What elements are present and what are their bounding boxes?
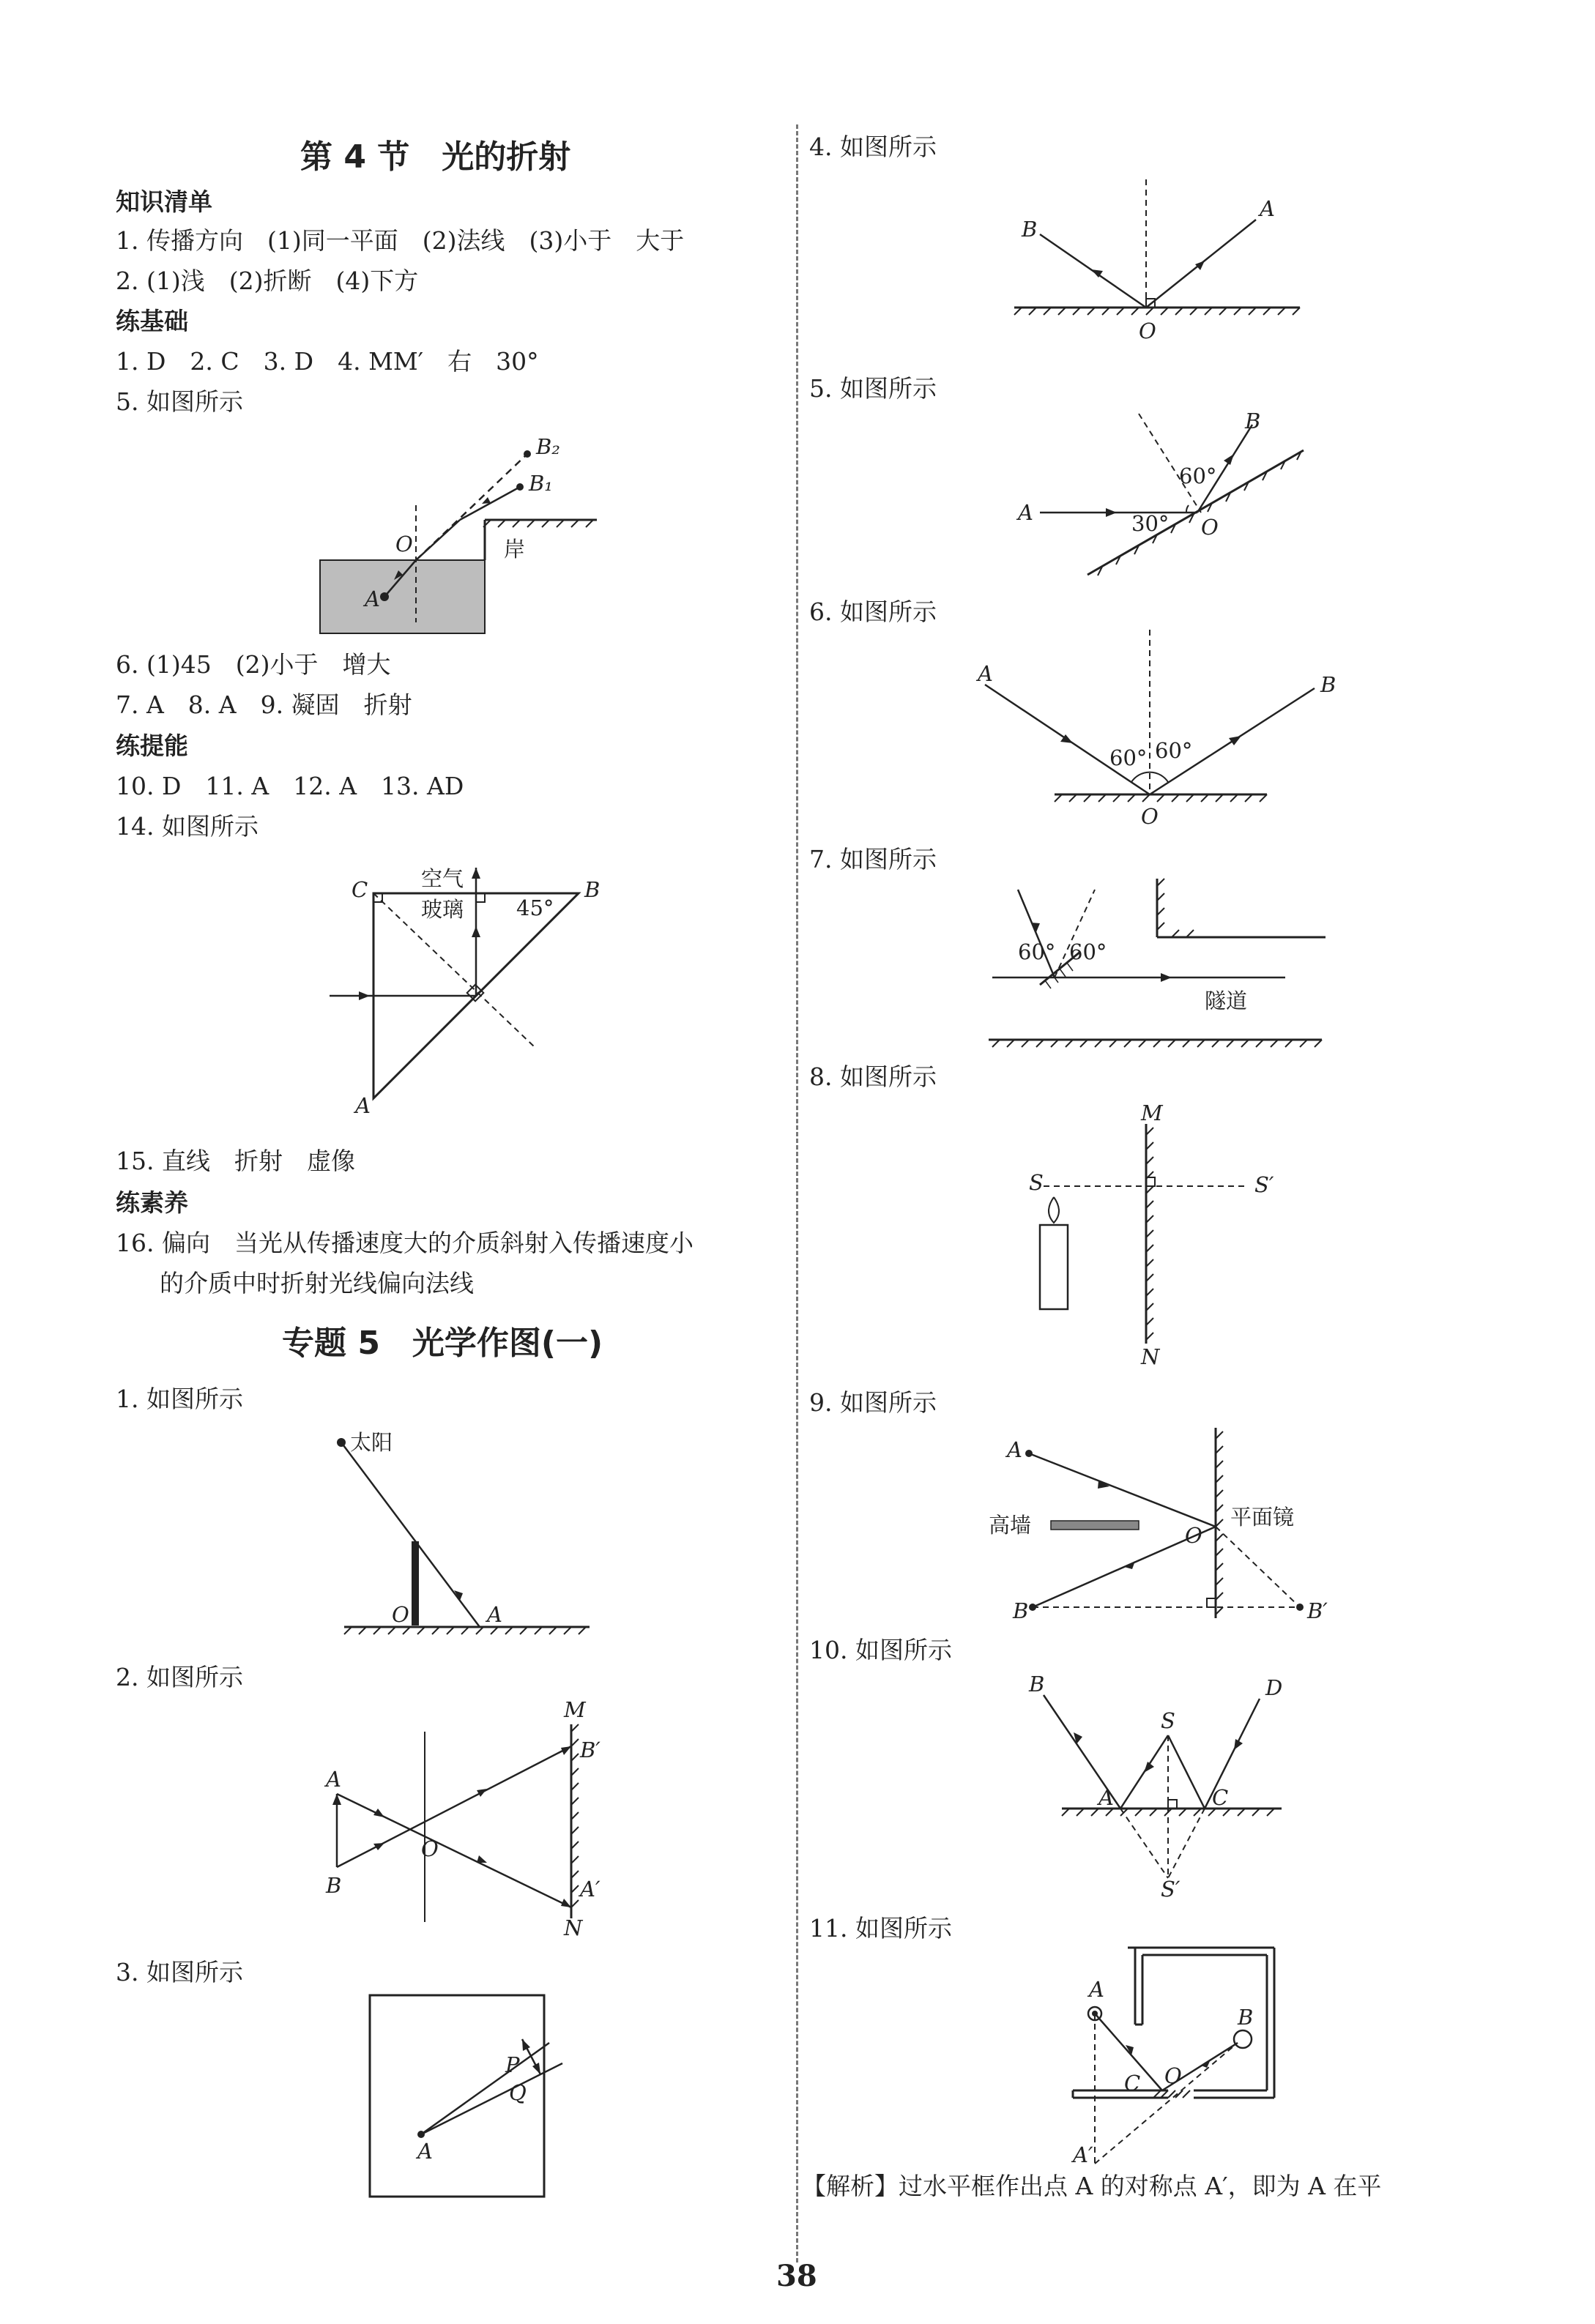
- answer-line: 2. 如图所示: [116, 1663, 243, 1691]
- answer-line: 3. 如图所示: [116, 1958, 243, 1986]
- label-O: O: [1139, 319, 1156, 343]
- answer-line: 14. 如图所示: [116, 812, 259, 841]
- label-shore: 岸: [504, 537, 526, 562]
- label-angle: 45°: [516, 895, 554, 920]
- label-B: B: [1013, 1598, 1029, 1623]
- heading-improve: 练提能: [116, 731, 188, 760]
- label-O: O: [392, 1602, 409, 1627]
- label-O: O: [395, 532, 413, 556]
- label-N: N: [1141, 1344, 1160, 1369]
- figure-5r-reflection: [1014, 403, 1322, 586]
- page-number: 38: [776, 2259, 817, 2293]
- label-O: O: [1164, 2063, 1182, 2088]
- answer-line: 16. 偏向 当光从传播速度大的介质斜射入传播速度小: [116, 1229, 694, 1257]
- label-angle-1: 60°: [1109, 745, 1148, 770]
- label-tunnel: 隧道: [1205, 988, 1248, 1013]
- answer-line: 1. D 2. C 3. D 4. MM′ 右 30°: [116, 347, 539, 376]
- label-B: B: [584, 877, 601, 902]
- label-O: O: [421, 1836, 439, 1861]
- label-B: B: [1022, 217, 1038, 242]
- label-sun: 太阳: [350, 1430, 393, 1455]
- label-A: A: [978, 661, 993, 686]
- figure-t3-box: [366, 1992, 586, 2204]
- answer-line: 10. 如图所示: [809, 1636, 952, 1664]
- label-S: S: [1161, 1708, 1175, 1733]
- label-A: A: [355, 1093, 371, 1118]
- label-A: A: [417, 2139, 433, 2164]
- answer-line: 7. A 8. A 9. 凝固 折射: [116, 690, 412, 719]
- label-B: B: [1245, 409, 1261, 433]
- analysis-text: 【解析】过水平框作出点 A 的对称点 A′，即为 A 在平: [802, 2172, 1382, 2200]
- label-Ap: A′: [580, 1877, 601, 1902]
- label-60: 60°: [1179, 463, 1217, 488]
- answer-line: 10. D 11. A 12. A 13. AD: [116, 772, 464, 800]
- label-mirror: 平面镜: [1230, 1505, 1295, 1530]
- label-30: 30°: [1131, 511, 1170, 536]
- label-N: N: [564, 1915, 583, 1940]
- label-B1: B₁: [529, 471, 553, 496]
- label-Q: Q: [509, 2080, 527, 2105]
- label-O: O: [1185, 1523, 1202, 1548]
- topic-title: 专题 5 光学作图(一): [282, 1325, 603, 1362]
- label-C: C: [1212, 1785, 1229, 1810]
- answer-line: 7. 如图所示: [809, 845, 937, 874]
- figure-14-prism: [330, 857, 622, 1128]
- answer-line: 5. 如图所示: [809, 374, 937, 403]
- label-air: 空气: [421, 866, 464, 891]
- figure-4-reflection: [1007, 179, 1315, 348]
- label-Sp: S′: [1161, 1877, 1181, 1902]
- figure-t2-pinhole: [322, 1697, 615, 1940]
- label-O: O: [1141, 804, 1159, 829]
- label-A: A: [487, 1602, 502, 1627]
- figure-10-reflection: [1025, 1669, 1318, 1902]
- answer-line: 6. 如图所示: [809, 597, 937, 626]
- label-C: C: [1124, 2071, 1141, 2096]
- section-title: 第 4 节 光的折射: [300, 138, 571, 176]
- figure-6-reflection: [970, 630, 1351, 842]
- label-angle-2: 60°: [1155, 738, 1193, 763]
- figure-5-refraction: [308, 410, 615, 644]
- label-wall: 高墙: [989, 1513, 1032, 1538]
- label-B: B: [1238, 2005, 1254, 2030]
- answer-line: 的介质中时折射光线偏向法线: [160, 1269, 474, 1297]
- answer-line: 1. 如图所示: [116, 1385, 243, 1413]
- heading-literacy: 练素养: [116, 1188, 188, 1217]
- label-M: M: [564, 1697, 586, 1722]
- column-divider: [796, 124, 798, 2262]
- answer-line: 2. (1)浅 (2)折断 (4)下方: [116, 267, 419, 295]
- label-angle-1: 60°: [1018, 939, 1056, 964]
- label-M: M: [1141, 1100, 1163, 1125]
- answer-line: 1. 传播方向 (1)同一平面 (2)法线 (3)小于 大于: [116, 226, 685, 255]
- label-C: C: [352, 877, 368, 902]
- label-P: P: [505, 2052, 520, 2077]
- answer-line: 8. 如图所示: [809, 1062, 937, 1091]
- label-A: A: [1098, 1785, 1114, 1810]
- label-B: B: [1029, 1672, 1045, 1697]
- label-Bp: B′: [580, 1738, 601, 1762]
- answer-line: 5. 如图所示: [116, 387, 243, 416]
- figure-9-wall-mirror: [989, 1424, 1340, 1629]
- label-O: O: [1201, 515, 1219, 540]
- label-A: A: [365, 586, 380, 611]
- heading-knowledge-list: 知识清单: [116, 187, 212, 216]
- label-glass: 玻璃: [421, 897, 464, 922]
- label-A: A: [1007, 1437, 1022, 1462]
- label-A: A: [1089, 1977, 1104, 2002]
- label-Ap: A′: [1073, 2142, 1093, 2167]
- label-A: A: [1018, 500, 1033, 525]
- label-D: D: [1265, 1675, 1283, 1700]
- label-Sp: S′: [1254, 1172, 1274, 1197]
- figure-11-box: [1073, 1944, 1293, 2167]
- label-A: A: [326, 1767, 341, 1792]
- answer-line: 4. 如图所示: [809, 133, 937, 161]
- figure-7-tunnel: [985, 875, 1336, 1051]
- label-A: A: [1260, 196, 1275, 221]
- answer-line: 11. 如图所示: [809, 1914, 952, 1943]
- figure-t1-sun: [337, 1420, 601, 1640]
- label-S: S: [1029, 1170, 1044, 1195]
- label-Bp: B′: [1307, 1598, 1328, 1623]
- heading-basic: 练基础: [116, 307, 188, 335]
- label-B2: B₂: [536, 434, 560, 459]
- label-B: B: [1320, 672, 1336, 697]
- label-B: B: [326, 1873, 342, 1898]
- figure-8-mirror: [1022, 1102, 1300, 1373]
- label-angle-2: 60°: [1069, 939, 1107, 964]
- answer-line: 15. 直线 折射 虚像: [116, 1147, 355, 1175]
- answer-line: 6. (1)45 (2)小于 增大: [116, 650, 391, 679]
- answer-line: 9. 如图所示: [809, 1388, 937, 1417]
